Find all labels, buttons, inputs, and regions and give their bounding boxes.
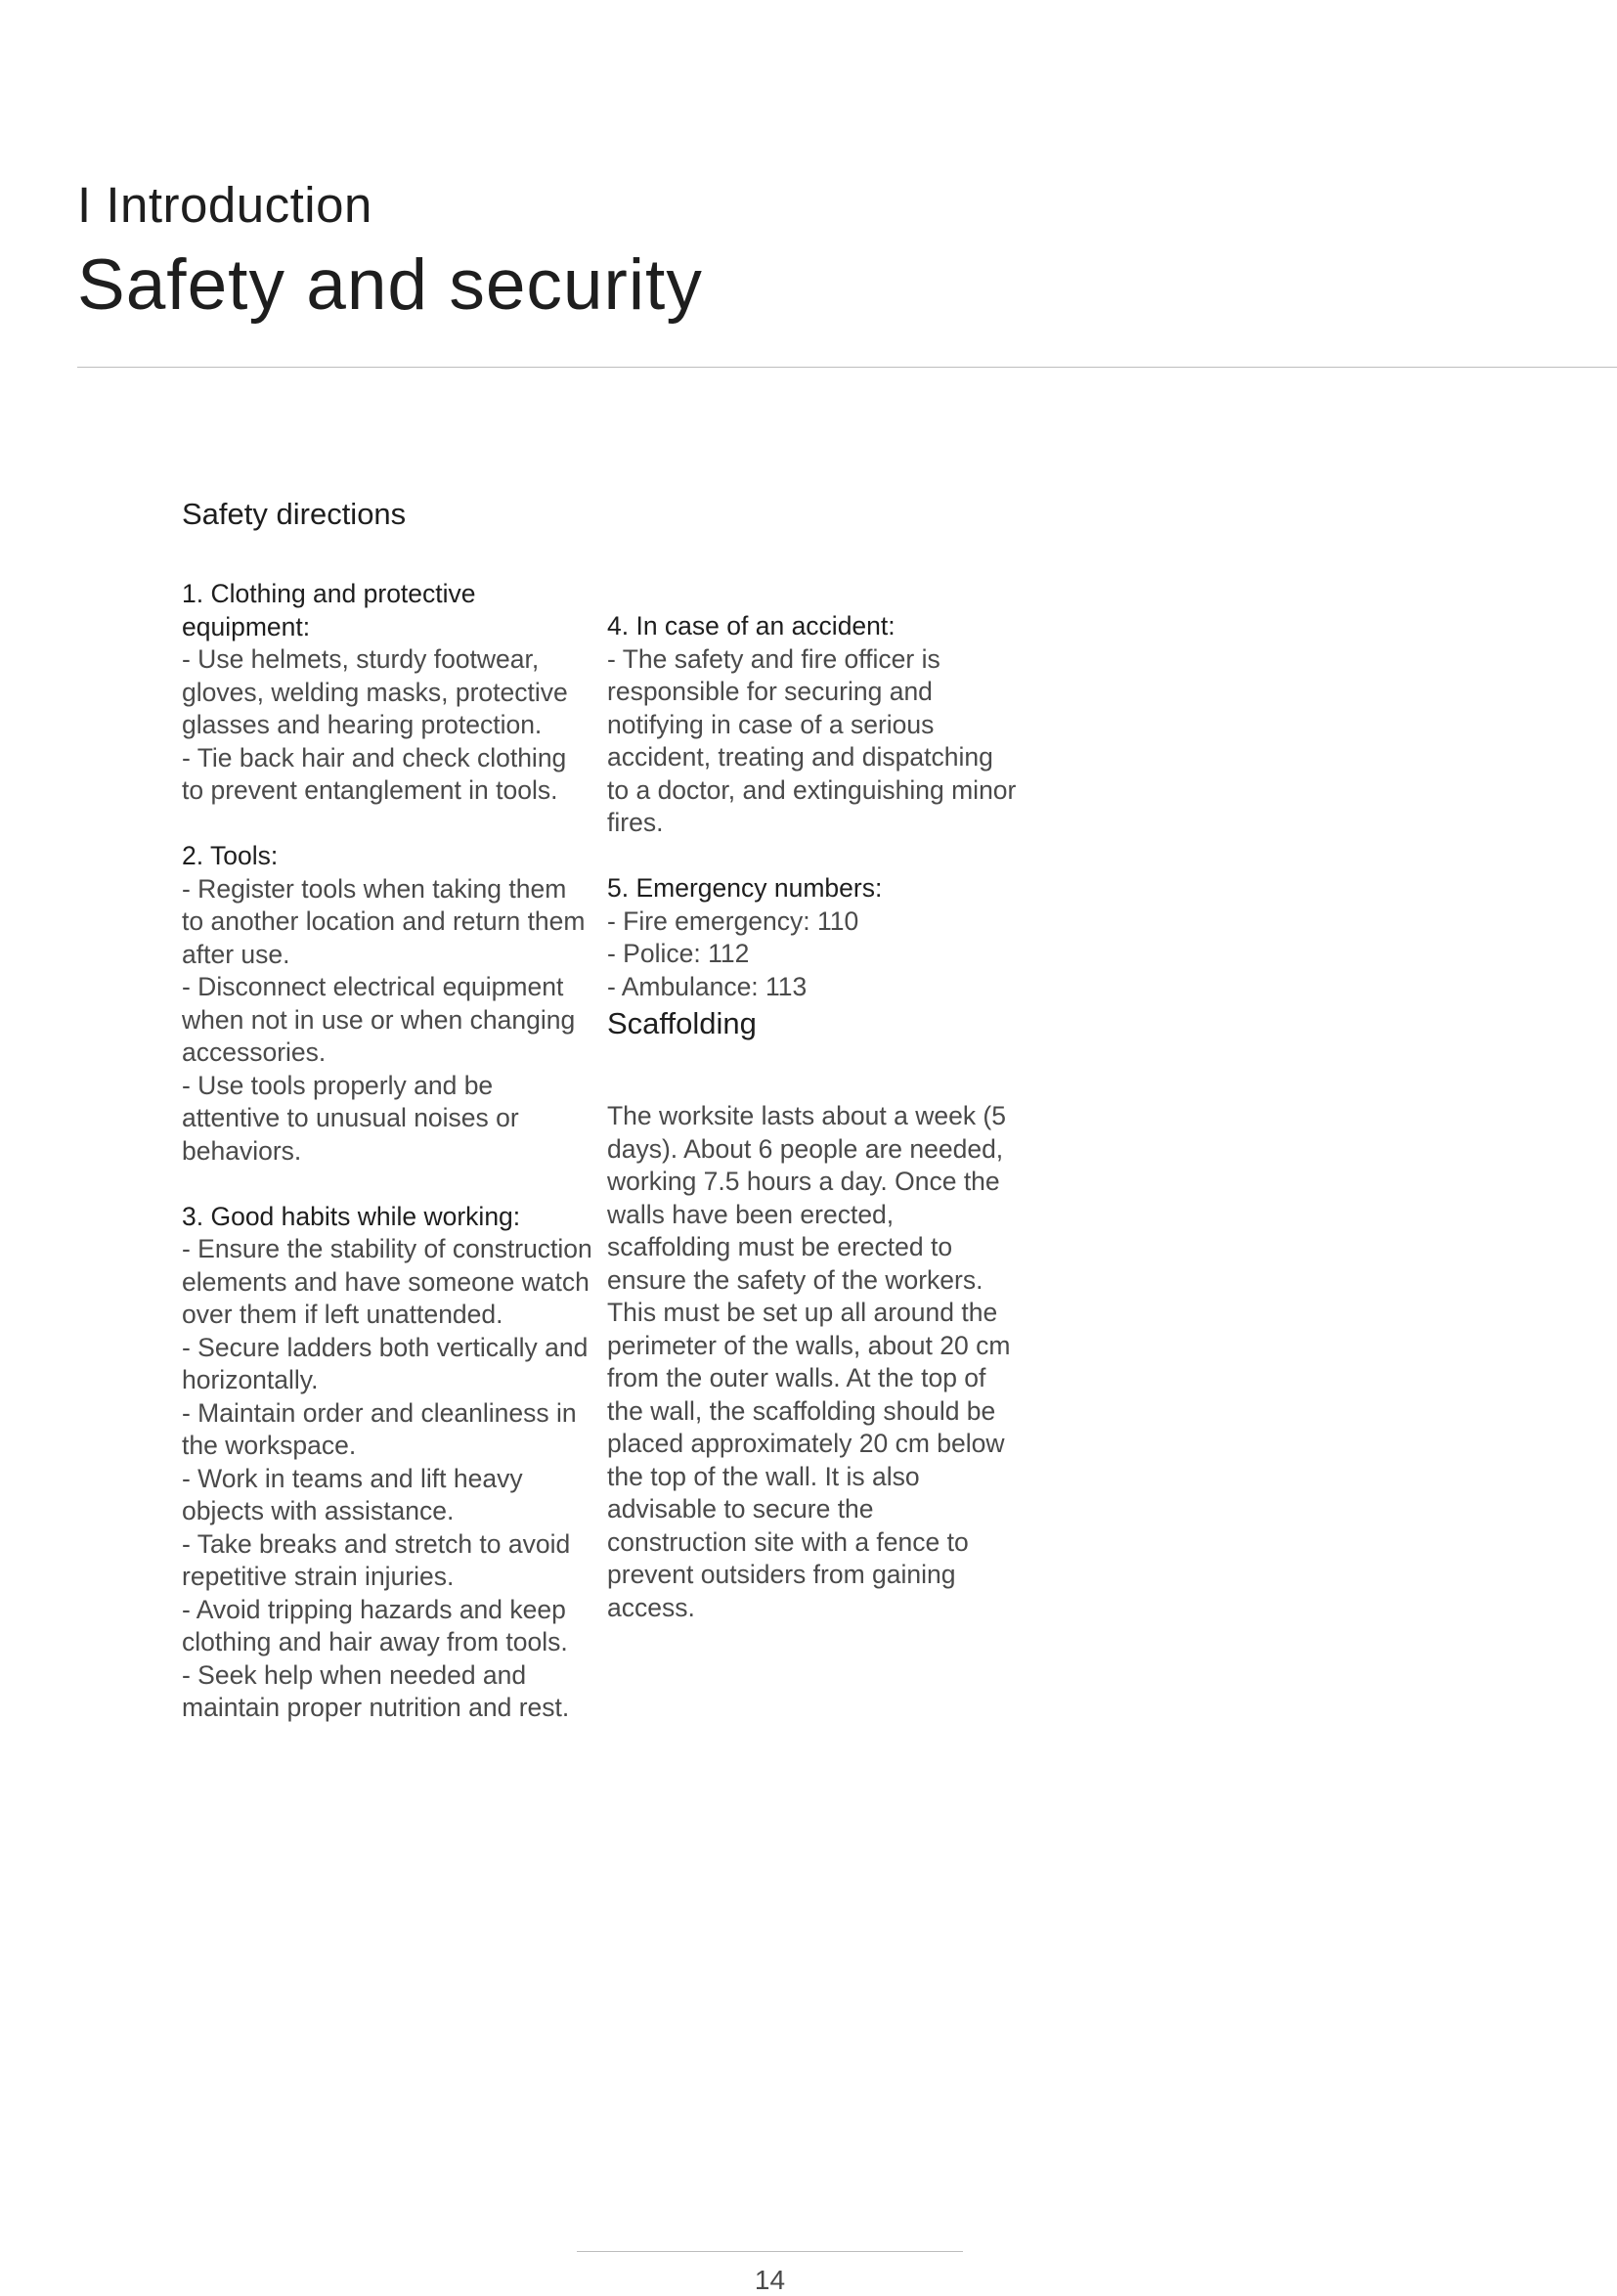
left-column — [182, 578, 592, 1725]
list-item: - Secure ladders both vertically and horizontally. — [182, 1332, 589, 1394]
list-item: - Avoid tripping hazards and keep clothing and hair away from tools. — [182, 1594, 568, 1656]
safety-section-habits — [182, 1201, 592, 1725]
list-item: - The safety and fire officer is responsible for securing and notifying in case of a serious accident, treating and dispatching to a doctor, and extinguishing minor fires. — [607, 643, 1017, 837]
emergency-number-fire: - Fire emergency: 110 — [607, 905, 859, 936]
safety-section-heading: 2. Tools: — [182, 841, 279, 870]
list-item: - Take breaks and stretch to avoid repetitive strain injuries. — [182, 1528, 571, 1591]
safety-section-emergency-numbers — [607, 872, 1018, 1003]
list-item: - Register tools when taking them to another location and return them after use. — [182, 873, 586, 969]
list-item: - Use tools properly and be attentive to unusual noises or behaviors. — [182, 1070, 519, 1166]
header-divider — [77, 367, 1617, 368]
safety-section-heading: 5. Emergency numbers: — [607, 873, 883, 903]
list-item: - Work in teams and lift heavy objects with assistance. — [182, 1463, 523, 1525]
section-title: Safety directions — [182, 497, 407, 531]
page-title: Safety and security — [77, 245, 703, 325]
list-item: - Use helmets, sturdy footwear, gloves, welding masks, protective glasses and hearing protection. — [182, 644, 568, 739]
safety-section-heading: 1. Clothing and protective equipment: — [182, 579, 476, 641]
right-column — [607, 610, 1018, 1624]
list-item: - Ensure the stability of construction elements and have someone watch over them if left unattended. — [182, 1234, 592, 1329]
safety-section-heading: 4. In case of an accident: — [607, 611, 896, 640]
safety-section-clothing — [182, 578, 592, 808]
chapter-heading: I Introduction — [77, 177, 372, 233]
safety-section-accident — [607, 610, 1018, 840]
scaffolding-paragraph: The worksite lasts about a week (5 days). About 6 people are needed, working 7.5 hours a day. Once the walls have been erected, scaffolding must be erected to ensure the safety of the workers. This must be set up all around the perimeter of the walls, about 20 cm from the outer walls. At the top of the wall, the scaffolding should be placed approximately 20 cm below the top of the wall. It is also advisable to secure the construction site with a fence to prevent outsiders from gaining access. — [607, 1101, 1011, 1622]
safety-section-tools — [182, 840, 592, 1168]
list-item: - Disconnect electrical equipment when not in use or when changing accessories. — [182, 972, 576, 1067]
list-item: - Tie back hair and check clothing to prevent entanglement in tools. — [182, 742, 567, 805]
scaffolding-title: Scaffolding — [607, 1006, 757, 1040]
emergency-number-ambulance: - Ambulance: 113 — [607, 971, 808, 1001]
emergency-number-police: - Police: 112 — [607, 939, 750, 968]
list-item: - Maintain order and cleanliness in the workspace. — [182, 1397, 577, 1460]
footer-divider — [577, 2251, 963, 2252]
safety-section-heading: 3. Good habits while working: — [182, 1201, 521, 1231]
list-item: - Seek help when needed and maintain proper nutrition and rest. — [182, 1659, 570, 1722]
page-number: 14 — [754, 2265, 786, 2295]
